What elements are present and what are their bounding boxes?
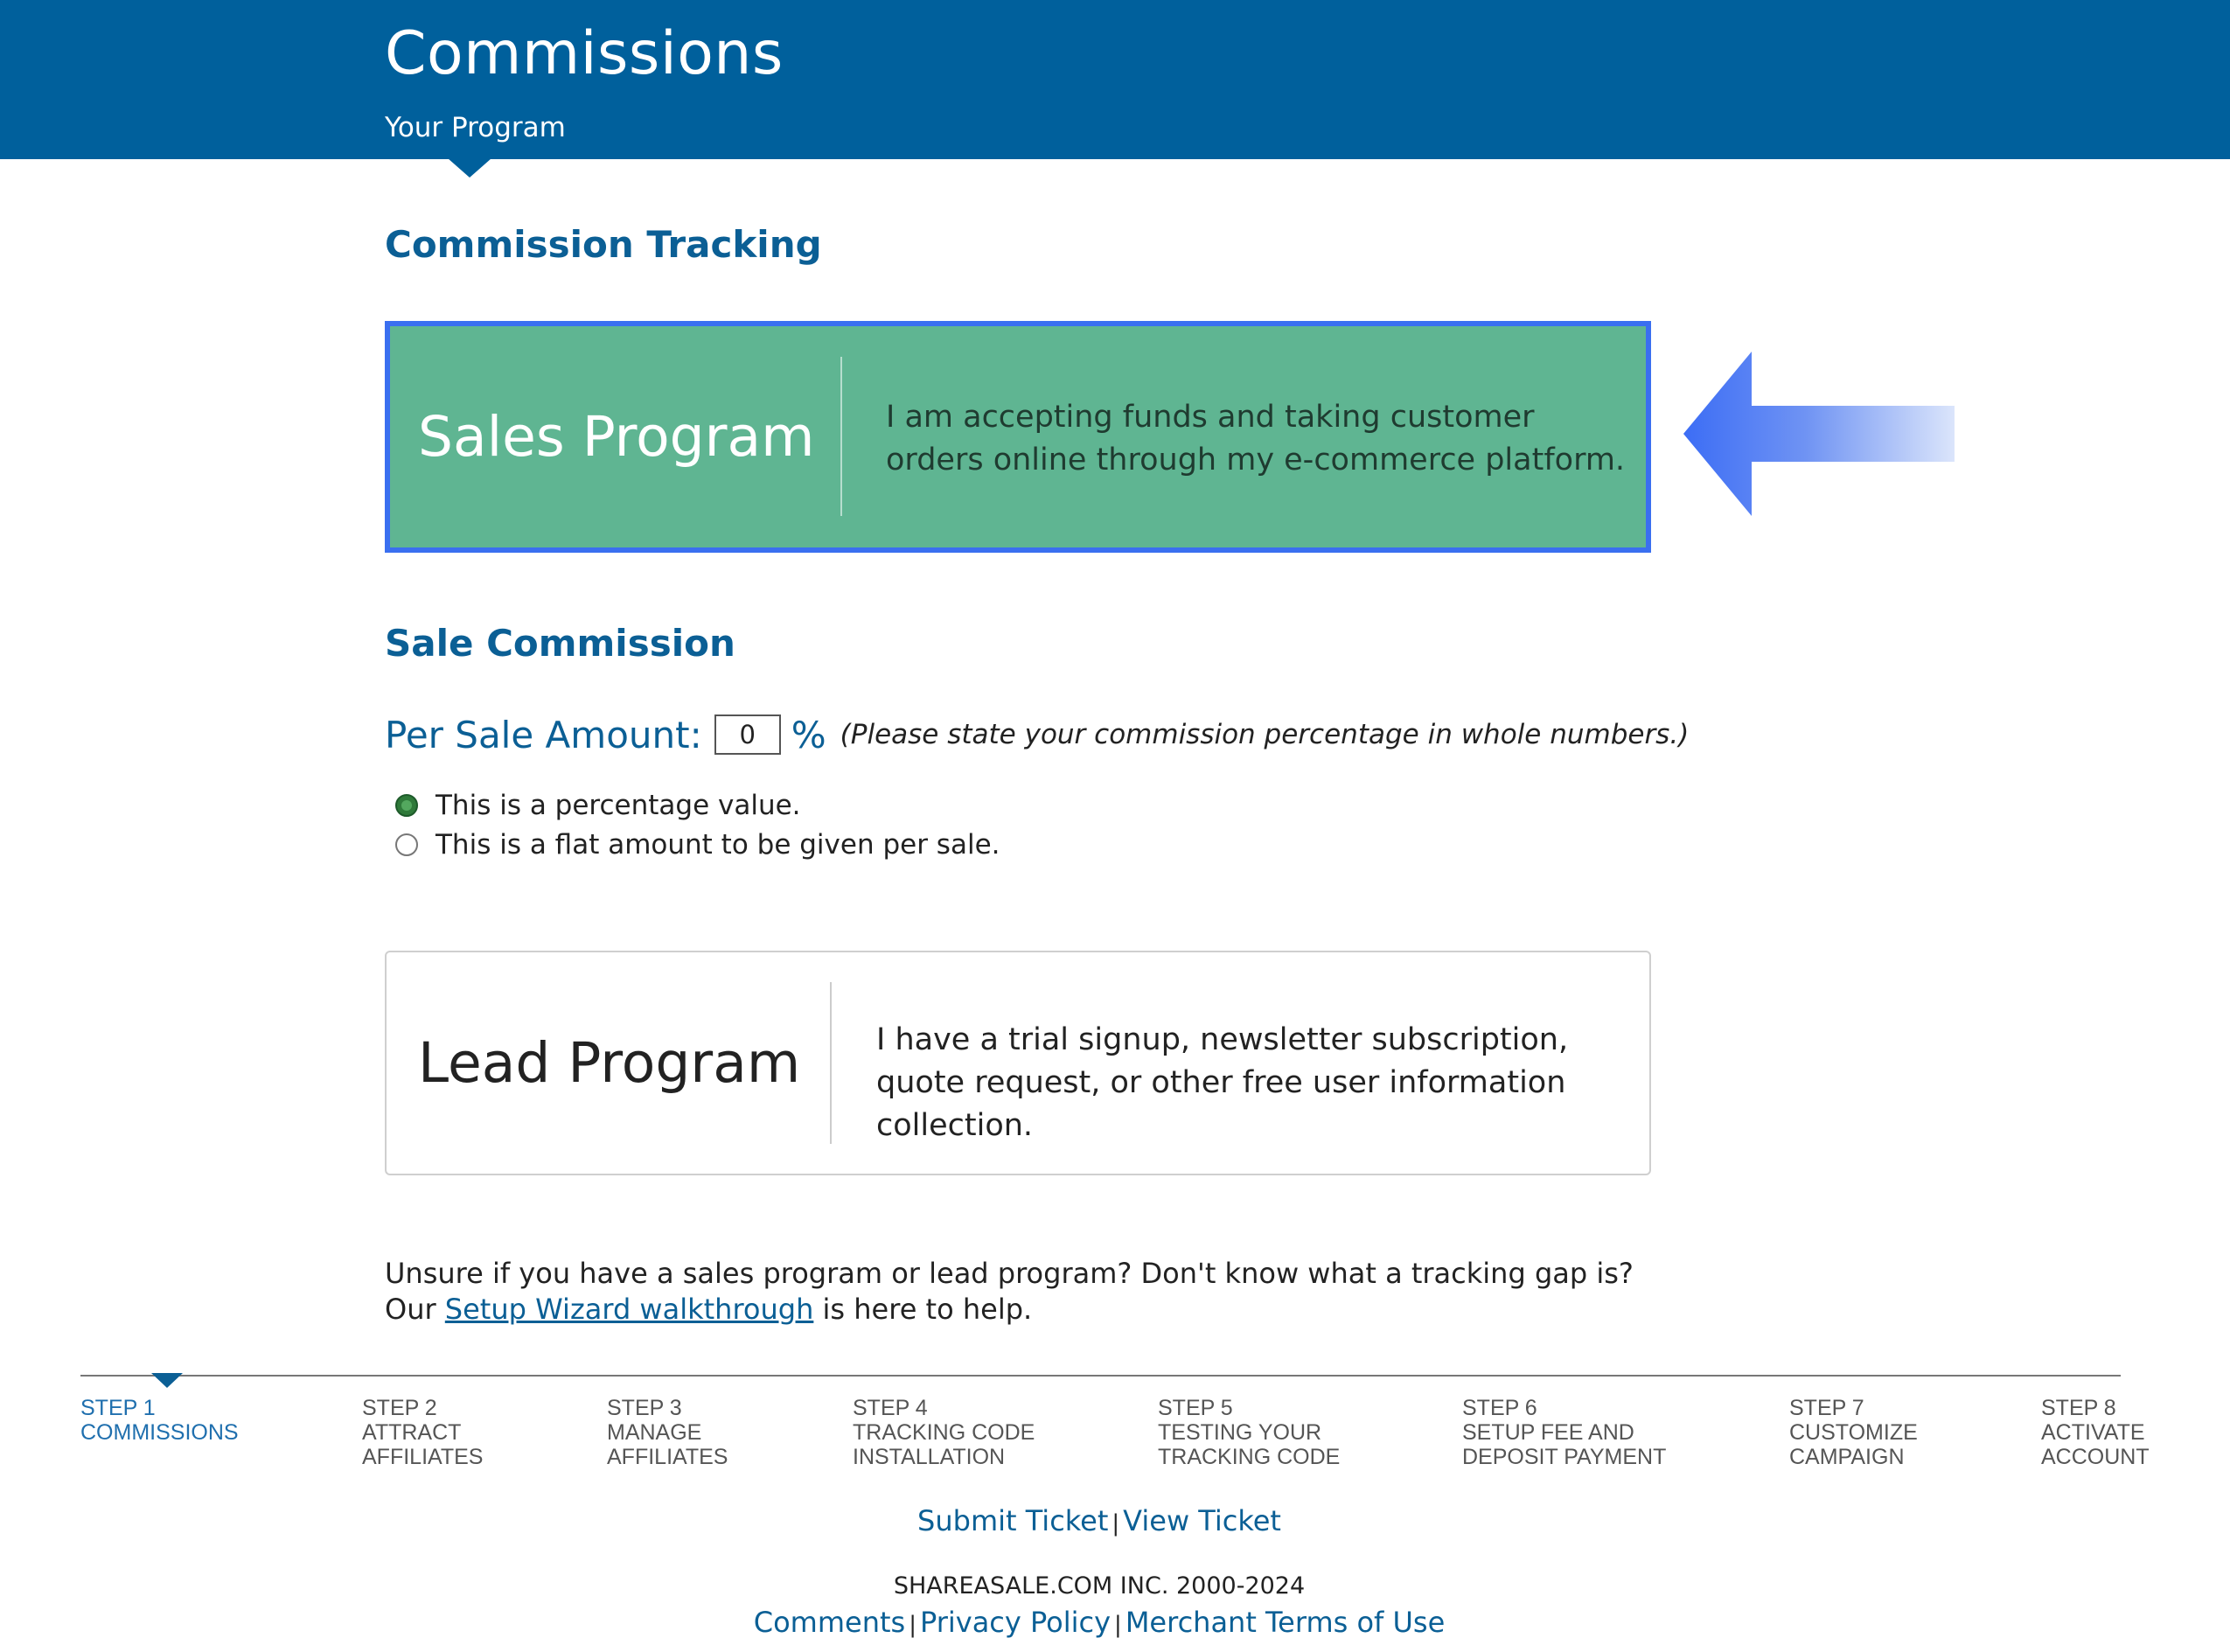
step-number: STEP 8: [2041, 1396, 2116, 1420]
percentage-radio[interactable]: [395, 794, 418, 817]
percentage-option[interactable]: [395, 790, 801, 821]
flat-amount-option[interactable]: [395, 829, 1000, 861]
page-title: Commissions: [385, 19, 784, 88]
percentage-radio-label[interactable]: This is a percentage value.: [436, 790, 801, 821]
steps-progress-line: [80, 1375, 2121, 1377]
per-sale-amount-label: Per Sale Amount:: [385, 713, 702, 756]
lead-program-description: I have a trial signup, newsletter subscription, quote request, or other free user information collection.: [876, 1022, 1569, 1143]
view-ticket-link[interactable]: View Ticket: [1123, 1504, 1281, 1537]
flat-amount-radio[interactable]: [395, 833, 418, 856]
step-label: CUSTOMIZE: [1789, 1420, 1918, 1445]
help-text-intro: Unsure if you have a sales program or lead program? Don't know what a tracking gap is? Our: [385, 1257, 1634, 1326]
tab-your-program[interactable]: Your Program: [385, 112, 566, 143]
step-1-commissions[interactable]: [80, 1396, 239, 1445]
step-label: ATTRACT: [362, 1420, 462, 1445]
flat-amount-radio-label[interactable]: This is a flat amount to be given per sale.: [436, 829, 1000, 861]
step-5-testing-tracking-code[interactable]: [1158, 1396, 1340, 1469]
step-label: TRACKING CODE: [1158, 1445, 1341, 1469]
active-tab-caret-icon: [448, 158, 491, 178]
step-label: AFFILIATES: [362, 1445, 484, 1469]
page-header: [0, 0, 2230, 159]
step-label: TESTING YOUR: [1158, 1420, 1322, 1445]
pointer-arrow-icon: [1683, 352, 1955, 516]
card-divider: [830, 982, 832, 1144]
privacy-policy-link[interactable]: Privacy Policy: [919, 1606, 1112, 1639]
step-6-setup-fee-deposit[interactable]: [1462, 1396, 1666, 1469]
footer-links: [0, 1606, 2199, 1639]
per-sale-amount-input[interactable]: [714, 714, 781, 755]
step-number: STEP 4: [853, 1396, 928, 1420]
percent-symbol: %: [791, 713, 826, 756]
step-label: CAMPAIGN: [1789, 1445, 1905, 1469]
step-number: STEP 1: [80, 1396, 156, 1420]
step-label: SETUP FEE AND: [1462, 1420, 1634, 1445]
link-separator: |: [909, 1612, 916, 1638]
submit-ticket-link[interactable]: Submit Ticket: [917, 1504, 1109, 1537]
step-2-attract-affiliates[interactable]: [362, 1396, 483, 1469]
step-3-manage-affiliates[interactable]: [607, 1396, 728, 1469]
step-label: ACTIVATE: [2041, 1420, 2145, 1445]
lead-program-card[interactable]: [385, 951, 1651, 1175]
per-sale-row: [385, 708, 1689, 761]
step-number: STEP 6: [1462, 1396, 1537, 1420]
card-divider: [840, 357, 842, 516]
commission-tracking-heading: Commission Tracking: [385, 223, 822, 266]
sales-program-card[interactable]: [385, 321, 1651, 553]
step-label: AFFILIATES: [607, 1445, 728, 1469]
help-text: [385, 1256, 1662, 1328]
merchant-terms-link[interactable]: Merchant Terms of Use: [1125, 1606, 1446, 1639]
step-label: MANAGE: [607, 1420, 702, 1445]
sale-commission-heading: Sale Commission: [385, 622, 735, 665]
lead-program-title: Lead Program: [418, 1031, 801, 1095]
ticket-links: [0, 1504, 2199, 1537]
step-label: ACCOUNT: [2041, 1445, 2150, 1469]
step-4-tracking-code-installation[interactable]: [853, 1396, 1035, 1469]
step-label: COMMISSIONS: [80, 1420, 239, 1445]
step-number: STEP 3: [607, 1396, 682, 1420]
step-label: INSTALLATION: [853, 1445, 1006, 1469]
step-number: STEP 2: [362, 1396, 437, 1420]
link-separator: |: [1112, 1510, 1120, 1537]
help-text-outro: is here to help.: [813, 1293, 1033, 1326]
current-step-caret-icon: [151, 1373, 183, 1388]
sales-program-description: I am accepting funds and taking customer orders online through my e-commerce platform.: [886, 400, 1626, 477]
comments-link[interactable]: Comments: [753, 1606, 906, 1639]
step-7-customize-campaign[interactable]: [1789, 1396, 1918, 1469]
step-number: STEP 7: [1789, 1396, 1864, 1420]
step-label: DEPOSIT PAYMENT: [1462, 1445, 1667, 1469]
commission-hint: (Please state your commission percentage in whole numbers.): [840, 719, 1690, 750]
step-number: STEP 5: [1158, 1396, 1233, 1420]
step-label: TRACKING CODE: [853, 1420, 1035, 1445]
setup-wizard-link[interactable]: Setup Wizard walkthrough: [444, 1293, 814, 1326]
copyright: SHAREASALE.COM INC. 2000-2024: [893, 1572, 1306, 1600]
step-8-activate-account[interactable]: [2041, 1396, 2150, 1469]
sales-program-title: Sales Program: [418, 405, 815, 469]
link-separator: |: [1114, 1612, 1122, 1638]
